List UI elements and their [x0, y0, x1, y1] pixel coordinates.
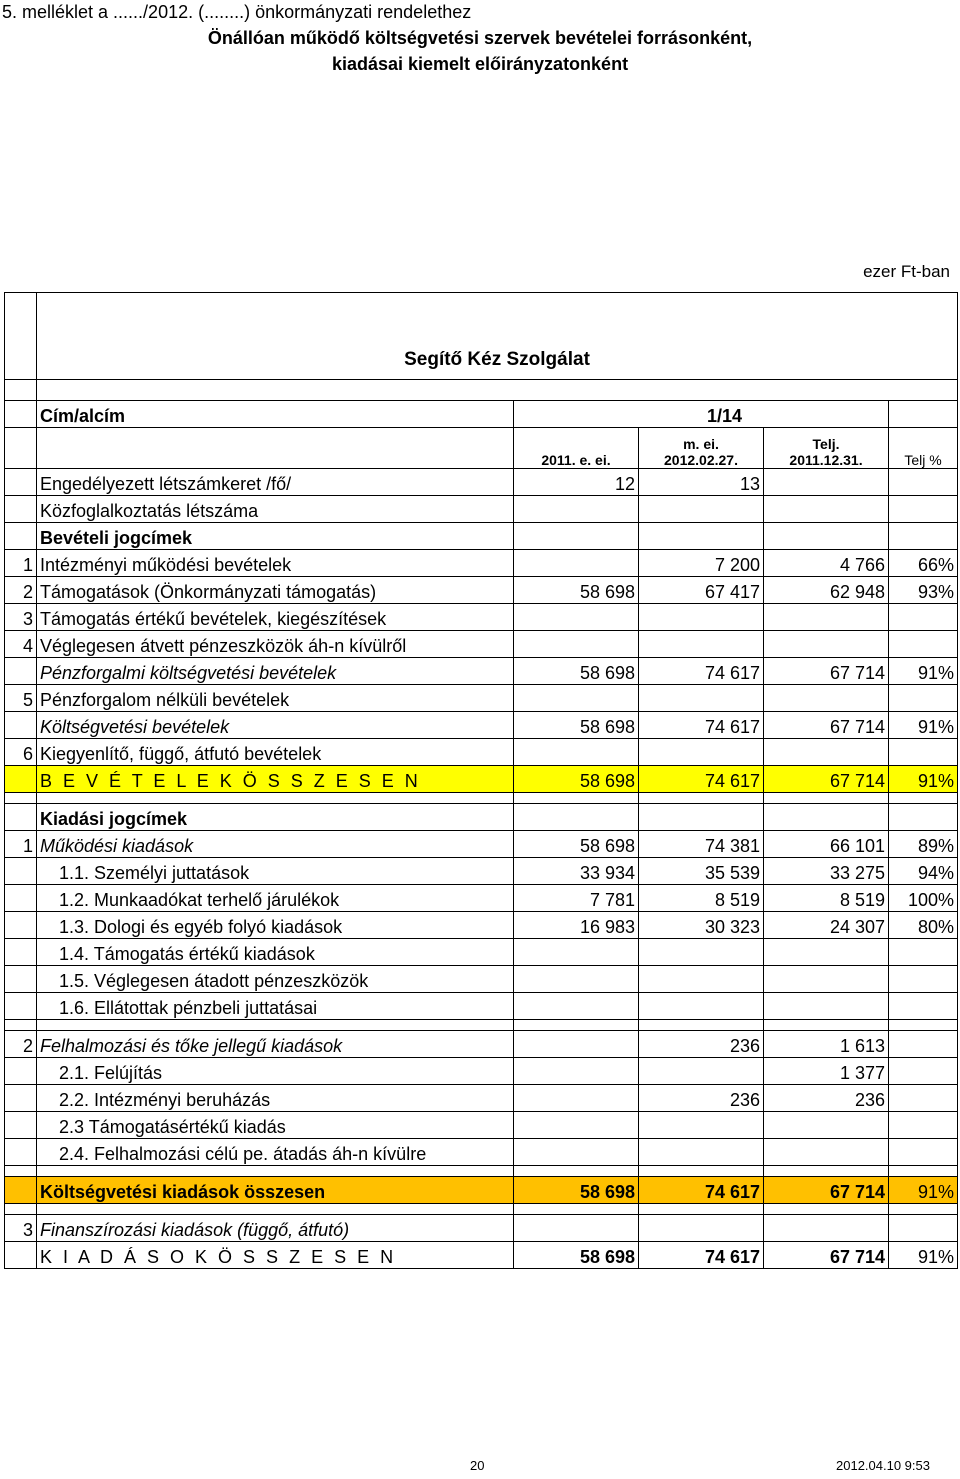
value-m-ei [639, 993, 764, 1020]
value-m-ei: 8 519 [639, 885, 764, 912]
value-telj-pct: 94% [889, 858, 958, 885]
value-telj: 67 714 [764, 1177, 889, 1204]
value-telj: 62 948 [764, 577, 889, 604]
value-telj [764, 469, 889, 496]
value-m-ei [639, 966, 764, 993]
value-telj [764, 631, 889, 658]
value-telj-pct [889, 685, 958, 712]
table-row [5, 1031, 958, 1058]
table-row [5, 831, 958, 858]
spacer-row [5, 1166, 958, 1177]
spacer-row [5, 380, 958, 401]
table-row [5, 939, 958, 966]
org-name: Segítő Kéz Szolgálat [37, 293, 958, 380]
unit-label: ezer Ft-ban [863, 262, 950, 281]
value-telj-pct [889, 469, 958, 496]
value-2011-ei: 16 983 [514, 912, 639, 939]
row-index: 2 [5, 577, 37, 604]
print-timestamp: 2012.04.10 9:53 [836, 1458, 930, 1473]
spacer-row [5, 793, 958, 804]
value-telj: 1 377 [764, 1058, 889, 1085]
table-row [5, 804, 958, 831]
annex-reference: 5. melléklet a ....../2012. (........) önkormányzati rendelethez [2, 2, 472, 22]
value-2011-ei [514, 1058, 639, 1085]
value-telj-pct: 100% [889, 885, 958, 912]
cim-row [5, 401, 958, 428]
row-label: Támogatás értékű bevételek, kiegészítések [37, 604, 514, 631]
row-label: 1.1. Személyi juttatások [37, 858, 514, 885]
table-row [5, 766, 958, 793]
value-m-ei: 74 617 [639, 1242, 764, 1269]
row-label: 1.6. Ellátottak pénzbeli juttatásai [37, 993, 514, 1020]
value-m-ei: 7 200 [639, 550, 764, 577]
column-header-row [5, 428, 958, 469]
value-2011-ei [514, 523, 639, 550]
cim-label: Cím/alcím [37, 401, 514, 428]
value-telj [764, 604, 889, 631]
row-label: Intézményi működési bevételek [37, 550, 514, 577]
value-m-ei: 236 [639, 1085, 764, 1112]
row-index [5, 1058, 37, 1085]
row-label: 2.3 Támogatásértékű kiadás [37, 1112, 514, 1139]
value-2011-ei: 7 781 [514, 885, 639, 912]
value-telj-pct: 93% [889, 577, 958, 604]
value-m-ei [639, 1215, 764, 1242]
row-label: K I A D Á S O K Ö S S Z E S E N [37, 1242, 514, 1269]
value-telj: 67 714 [764, 1242, 889, 1269]
value-telj-pct [889, 1031, 958, 1058]
value-2011-ei [514, 966, 639, 993]
value-2011-ei: 58 698 [514, 712, 639, 739]
table-row [5, 1085, 958, 1112]
row-label: Támogatások (Önkormányzati támogatás) [37, 577, 514, 604]
value-m-ei: 74 381 [639, 831, 764, 858]
col-header-m-ei: m. ei. 2012.02.27. [639, 428, 764, 469]
value-2011-ei [514, 739, 639, 766]
row-label: Kiegyenlítő, függő, átfutó bevételek [37, 739, 514, 766]
row-index: 1 [5, 831, 37, 858]
row-label: B E V É T E L E K Ö S S Z E S E N [37, 766, 514, 793]
value-telj-pct [889, 1085, 958, 1112]
row-label: Engedélyezett létszámkeret /fő/ [37, 469, 514, 496]
row-label: 2.2. Intézményi beruházás [37, 1085, 514, 1112]
budget-table [4, 292, 958, 1269]
table-row [5, 993, 958, 1020]
row-index [5, 658, 37, 685]
table-row [5, 885, 958, 912]
value-telj-pct [889, 1112, 958, 1139]
row-index [5, 1112, 37, 1139]
row-label: Bevételi jogcímek [37, 523, 514, 550]
spacer-row [5, 1204, 958, 1215]
value-2011-ei [514, 1215, 639, 1242]
org-name-row [5, 293, 958, 380]
col-header-telj: Telj. 2011.12.31. [764, 428, 889, 469]
row-label: Pénzforgalmi költségvetési bevételek [37, 658, 514, 685]
value-telj-pct: 91% [889, 1242, 958, 1269]
row-label: 1.2. Munkaadókat terhelő járulékok [37, 885, 514, 912]
row-label: 1.3. Dologi és egyéb folyó kiadások [37, 912, 514, 939]
value-telj-pct: 80% [889, 912, 958, 939]
value-telj-pct [889, 739, 958, 766]
table-row [5, 1242, 958, 1269]
value-m-ei: 74 617 [639, 712, 764, 739]
value-telj: 4 766 [764, 550, 889, 577]
value-2011-ei: 33 934 [514, 858, 639, 885]
table-row [5, 496, 958, 523]
value-telj [764, 1112, 889, 1139]
value-telj-pct [889, 939, 958, 966]
value-telj: 33 275 [764, 858, 889, 885]
value-2011-ei [514, 631, 639, 658]
value-m-ei [639, 631, 764, 658]
row-index [5, 1242, 37, 1269]
row-index [5, 469, 37, 496]
value-2011-ei [514, 993, 639, 1020]
value-telj [764, 1139, 889, 1166]
value-m-ei [639, 804, 764, 831]
value-telj: 66 101 [764, 831, 889, 858]
value-telj-pct [889, 1058, 958, 1085]
value-m-ei: 13 [639, 469, 764, 496]
row-label: Véglegesen átvett pénzeszközök áh-n kívülről [37, 631, 514, 658]
value-telj-pct: 89% [889, 831, 958, 858]
value-2011-ei [514, 1085, 639, 1112]
table-row [5, 685, 958, 712]
row-label: Közfoglalkoztatás létszáma [37, 496, 514, 523]
value-m-ei [639, 685, 764, 712]
row-label: Működési kiadások [37, 831, 514, 858]
value-2011-ei [514, 550, 639, 577]
value-2011-ei [514, 804, 639, 831]
value-2011-ei [514, 1031, 639, 1058]
value-m-ei [639, 1139, 764, 1166]
value-2011-ei [514, 496, 639, 523]
value-telj-pct [889, 1139, 958, 1166]
value-telj-pct [889, 631, 958, 658]
value-telj-pct [889, 993, 958, 1020]
value-telj-pct [889, 1215, 958, 1242]
value-telj [764, 993, 889, 1020]
row-index [5, 804, 37, 831]
row-index [5, 496, 37, 523]
value-2011-ei: 58 698 [514, 1242, 639, 1269]
table-row [5, 712, 958, 739]
document-title-line2: kiadásai kiemelt előirányzatonként [331, 54, 629, 74]
value-telj [764, 496, 889, 523]
value-2011-ei: 58 698 [514, 658, 639, 685]
row-label: Felhalmozási és tőke jellegű kiadások [37, 1031, 514, 1058]
value-telj-pct: 91% [889, 1177, 958, 1204]
value-m-ei [639, 523, 764, 550]
value-telj-pct [889, 496, 958, 523]
value-telj-pct [889, 523, 958, 550]
value-2011-ei: 58 698 [514, 766, 639, 793]
value-m-ei: 30 323 [639, 912, 764, 939]
table-row [5, 912, 958, 939]
table-row [5, 658, 958, 685]
table-row [5, 1177, 958, 1204]
value-m-ei [639, 496, 764, 523]
row-label: Költségvetési bevételek [37, 712, 514, 739]
row-index [5, 939, 37, 966]
row-index: 3 [5, 1215, 37, 1242]
value-m-ei [639, 604, 764, 631]
value-telj: 67 714 [764, 712, 889, 739]
value-telj-pct: 91% [889, 766, 958, 793]
value-m-ei: 74 617 [639, 1177, 764, 1204]
row-label: 2.1. Felújítás [37, 1058, 514, 1085]
table-row [5, 577, 958, 604]
col-header-2011-ei: 2011. e. ei. [514, 428, 639, 469]
row-index: 5 [5, 685, 37, 712]
table-row [5, 631, 958, 658]
value-2011-ei: 12 [514, 469, 639, 496]
table-row [5, 858, 958, 885]
row-label: 1.5. Véglegesen átadott pénzeszközök [37, 966, 514, 993]
row-index: 2 [5, 1031, 37, 1058]
row-index [5, 858, 37, 885]
value-m-ei [639, 1058, 764, 1085]
row-label: 1.4. Támogatás értékű kiadások [37, 939, 514, 966]
row-label: Pénzforgalom nélküli bevételek [37, 685, 514, 712]
row-index: 6 [5, 739, 37, 766]
value-telj [764, 1215, 889, 1242]
value-m-ei: 67 417 [639, 577, 764, 604]
value-telj: 67 714 [764, 766, 889, 793]
value-telj-pct: 91% [889, 658, 958, 685]
table-row [5, 739, 958, 766]
row-label: Költségvetési kiadások összesen [37, 1177, 514, 1204]
value-telj [764, 939, 889, 966]
value-2011-ei [514, 604, 639, 631]
value-telj-pct [889, 966, 958, 993]
row-index [5, 766, 37, 793]
table-row [5, 550, 958, 577]
row-index [5, 523, 37, 550]
value-telj: 8 519 [764, 885, 889, 912]
row-index [5, 912, 37, 939]
table-row [5, 604, 958, 631]
value-telj [764, 685, 889, 712]
value-telj-pct [889, 804, 958, 831]
value-m-ei [639, 739, 764, 766]
value-telj: 24 307 [764, 912, 889, 939]
value-m-ei [639, 1112, 764, 1139]
table-row [5, 523, 958, 550]
row-index: 4 [5, 631, 37, 658]
value-telj: 1 613 [764, 1031, 889, 1058]
row-index [5, 1177, 37, 1204]
value-2011-ei: 58 698 [514, 1177, 639, 1204]
page-number: 20 [470, 1458, 485, 1473]
value-2011-ei [514, 685, 639, 712]
value-2011-ei [514, 1139, 639, 1166]
value-m-ei: 236 [639, 1031, 764, 1058]
row-index: 1 [5, 550, 37, 577]
row-index [5, 966, 37, 993]
row-index: 3 [5, 604, 37, 631]
row-label: 2.4. Felhalmozási célú pe. átadás áh-n kívülre [37, 1139, 514, 1166]
table-row [5, 469, 958, 496]
value-telj [764, 739, 889, 766]
value-telj [764, 966, 889, 993]
row-label: Kiadási jogcímek [37, 804, 514, 831]
value-telj: 67 714 [764, 658, 889, 685]
table-row [5, 1058, 958, 1085]
value-telj [764, 523, 889, 550]
value-telj: 236 [764, 1085, 889, 1112]
value-telj-pct: 91% [889, 712, 958, 739]
row-index [5, 993, 37, 1020]
col-header-telj-pct: Telj % [889, 428, 958, 469]
spacer-row [5, 1020, 958, 1031]
row-index [5, 712, 37, 739]
table-row [5, 1139, 958, 1166]
value-2011-ei: 58 698 [514, 577, 639, 604]
value-telj [764, 804, 889, 831]
row-label: Finanszírozási kiadások (függő, átfutó) [37, 1215, 514, 1242]
table-row [5, 966, 958, 993]
value-2011-ei [514, 1112, 639, 1139]
cim-value: 1/14 [514, 401, 889, 428]
value-telj-pct: 66% [889, 550, 958, 577]
row-index [5, 1085, 37, 1112]
value-m-ei: 74 617 [639, 766, 764, 793]
value-m-ei [639, 939, 764, 966]
value-2011-ei [514, 939, 639, 966]
value-m-ei: 74 617 [639, 658, 764, 685]
value-2011-ei: 58 698 [514, 831, 639, 858]
value-m-ei: 35 539 [639, 858, 764, 885]
row-index [5, 1139, 37, 1166]
table-row [5, 1215, 958, 1242]
document-title-line1: Önállóan működő költségvetési szervek bevételei forrásonként, [207, 28, 753, 48]
value-telj-pct [889, 604, 958, 631]
table-row [5, 1112, 958, 1139]
row-index [5, 885, 37, 912]
